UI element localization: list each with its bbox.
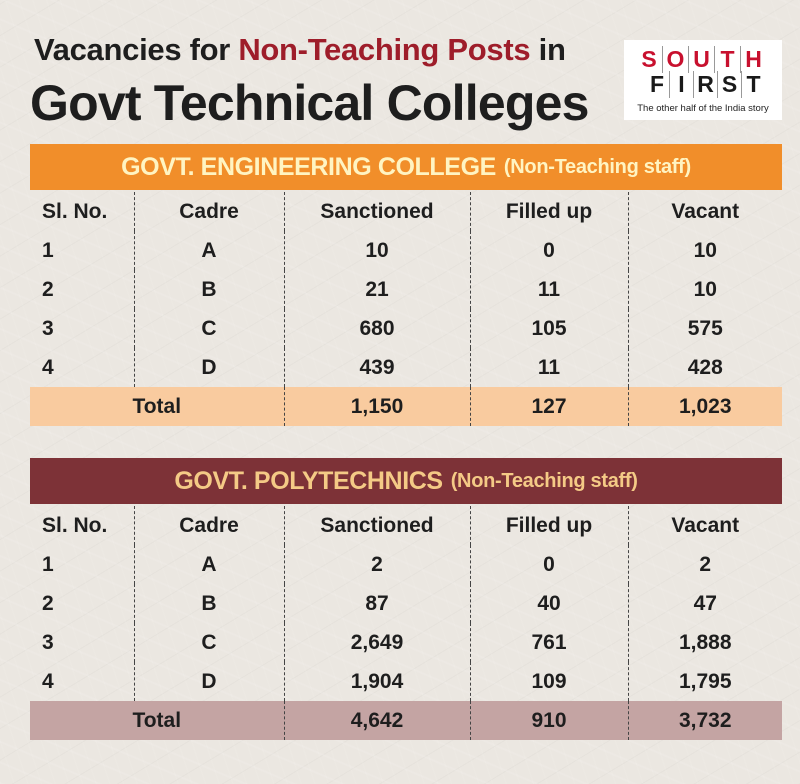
- logo-letter: R: [693, 71, 717, 98]
- cell-sl-no: 1: [42, 552, 54, 576]
- cell-vacant: 47: [628, 584, 782, 623]
- section-banner-engineering: [30, 144, 782, 190]
- cell-vacant: 575: [628, 309, 782, 348]
- logo-row-south: [636, 46, 770, 73]
- cell-sanctioned: 1,904: [284, 662, 470, 701]
- logo-row-first: [645, 71, 779, 98]
- cell-sl-no: 2: [42, 591, 54, 615]
- cell-vacant: 428: [628, 348, 782, 387]
- cell-filled-up: 11: [470, 270, 628, 309]
- section-banner-polytechnics: [30, 458, 782, 504]
- page-title-line1: [34, 32, 566, 68]
- title-prefix: Vacancies for: [34, 32, 239, 67]
- section-subtitle: (Non-Teaching staff): [503, 155, 691, 178]
- cell-cadre: A: [134, 231, 284, 270]
- table-row: [30, 584, 782, 623]
- cell-cadre: D: [134, 662, 284, 701]
- logo-letter: T: [741, 71, 765, 98]
- column-header-filled-up: Filled up: [470, 192, 628, 231]
- table-header-row: [30, 192, 782, 231]
- cell-filled-up: 0: [470, 545, 628, 584]
- cell-filled-up: 109: [470, 662, 628, 701]
- cell-sanctioned: 21: [284, 270, 470, 309]
- total-row: [30, 387, 782, 426]
- cell-sanctioned: 2: [284, 545, 470, 584]
- total-row: [30, 701, 782, 740]
- cell-sl-no: 3: [42, 630, 54, 654]
- cell-filled-up: 105: [470, 309, 628, 348]
- table-row: [30, 309, 782, 348]
- section-subtitle: (Non-Teaching staff): [450, 469, 638, 492]
- title-highlight: Non-Teaching Posts: [238, 32, 531, 67]
- polytechnics-table: [30, 506, 782, 740]
- section-title: GOVT. ENGINEERING COLLEGE: [121, 152, 496, 181]
- logo-tagline: The other half of the India story: [637, 103, 769, 114]
- cell-vacant: 1,795: [628, 662, 782, 701]
- table-row: [30, 623, 782, 662]
- table-row: [30, 270, 782, 309]
- title-suffix: in: [530, 32, 566, 67]
- column-header-sanctioned: Sanctioned: [284, 506, 470, 545]
- total-filled-up: 910: [470, 701, 628, 740]
- logo-letter: S: [641, 46, 657, 72]
- column-header-sl-no: Sl. No.: [42, 199, 108, 223]
- logo-letter: S: [717, 71, 741, 98]
- cell-sl-no: 3: [42, 316, 54, 340]
- logo-letter: T: [714, 46, 740, 73]
- total-sanctioned: 1,150: [284, 387, 470, 426]
- cell-vacant: 10: [628, 270, 782, 309]
- table-row: [30, 662, 782, 701]
- column-header-sanctioned: Sanctioned: [284, 192, 470, 231]
- cell-sanctioned: 439: [284, 348, 470, 387]
- column-header-vacant: Vacant: [628, 506, 782, 545]
- total-vacant: 1,023: [628, 387, 782, 426]
- engineering-college-table: [30, 192, 782, 426]
- cell-sl-no: 1: [42, 238, 54, 262]
- table-row: [30, 348, 782, 387]
- cell-vacant: 2: [628, 545, 782, 584]
- table-header-row: [30, 506, 782, 545]
- column-header-sl-no: Sl. No.: [42, 513, 108, 537]
- cell-filled-up: 0: [470, 231, 628, 270]
- total-filled-up: 127: [470, 387, 628, 426]
- cell-sanctioned: 680: [284, 309, 470, 348]
- column-header-cadre: Cadre: [134, 192, 284, 231]
- cell-sl-no: 2: [42, 277, 54, 301]
- cell-filled-up: 11: [470, 348, 628, 387]
- cell-cadre: C: [134, 309, 284, 348]
- cell-cadre: B: [134, 270, 284, 309]
- logo-letter: F: [649, 71, 665, 97]
- cell-sanctioned: 10: [284, 231, 470, 270]
- cell-vacant: 1,888: [628, 623, 782, 662]
- column-header-vacant: Vacant: [628, 192, 782, 231]
- logo-letter: O: [662, 46, 688, 73]
- cell-cadre: A: [134, 545, 284, 584]
- total-label: Total: [132, 708, 182, 732]
- cell-cadre: D: [134, 348, 284, 387]
- cell-sl-no: 4: [42, 355, 54, 379]
- cell-sanctioned: 2,649: [284, 623, 470, 662]
- total-vacant: 3,732: [628, 701, 782, 740]
- logo-letter: U: [688, 46, 714, 73]
- cell-sanctioned: 87: [284, 584, 470, 623]
- total-label: Total: [132, 394, 182, 418]
- column-header-cadre: Cadre: [134, 506, 284, 545]
- table-row: [30, 545, 782, 584]
- table-row: [30, 231, 782, 270]
- page-title-line2: Govt Technical Colleges: [30, 75, 589, 131]
- cell-cadre: C: [134, 623, 284, 662]
- cell-vacant: 10: [628, 231, 782, 270]
- logo-letter: H: [740, 46, 766, 73]
- section-title: GOVT. POLYTECHNICS: [174, 466, 443, 495]
- south-first-logo: [624, 40, 782, 120]
- logo-letter: I: [669, 71, 693, 98]
- cell-cadre: B: [134, 584, 284, 623]
- cell-filled-up: 761: [470, 623, 628, 662]
- cell-filled-up: 40: [470, 584, 628, 623]
- column-header-filled-up: Filled up: [470, 506, 628, 545]
- cell-sl-no: 4: [42, 669, 54, 693]
- total-sanctioned: 4,642: [284, 701, 470, 740]
